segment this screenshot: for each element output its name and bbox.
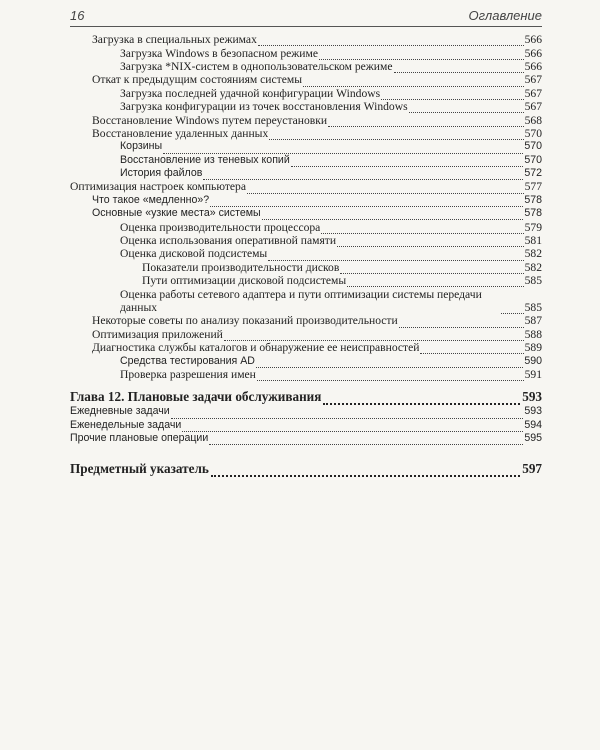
- leader-dots: [211, 464, 520, 477]
- toc-entry-title: Оптимизация приложений: [92, 327, 223, 341]
- toc-entry-title: Загрузка последней удачной конфигурации Windows: [120, 86, 381, 100]
- leader-dots: [337, 236, 524, 247]
- leader-dots: [258, 35, 524, 46]
- toc-entry[interactable]: [70, 87, 542, 100]
- toc-entry-page: 587: [524, 314, 542, 328]
- toc-entry-title: Оценка дисковой подсистемы: [120, 247, 268, 261]
- toc-entry-title: Оценка работы сетевого адаптера и пути оптимизации системы передачи данных: [120, 287, 482, 315]
- toc-entry-page: 581: [524, 234, 542, 248]
- toc-entry[interactable]: [70, 247, 542, 260]
- toc-entry-title: Пути оптимизации дисковой подсистемы: [142, 274, 347, 288]
- toc-entry-title: Диагностика службы каталогов и обнаружение ее неисправностей: [92, 341, 420, 355]
- toc-entry[interactable]: [70, 207, 542, 220]
- toc-entry-title: Что такое «медленно»?: [92, 193, 210, 206]
- toc-entry-title: Корзины: [120, 140, 163, 153]
- leader-dots: [247, 183, 524, 194]
- chapter-heading[interactable]: [70, 389, 542, 405]
- toc-entry-title: Еженедельные задачи: [70, 418, 182, 431]
- toc-entry[interactable]: [70, 127, 542, 140]
- toc-entry[interactable]: [70, 113, 542, 126]
- leader-dots: [291, 156, 524, 167]
- table-of-contents: [70, 33, 542, 477]
- toc-entry[interactable]: [70, 341, 542, 354]
- toc-entry[interactable]: [70, 73, 542, 86]
- toc-entry-title: Основные «узкие места» системы: [92, 207, 261, 220]
- toc-entry-title: Оптимизация настроек компьютера: [70, 180, 246, 194]
- page-header: [70, 4, 542, 27]
- leader-dots: [224, 330, 524, 341]
- toc-entry-page: 582: [524, 247, 542, 261]
- index-page: 597: [522, 461, 542, 477]
- toc-entry-title: Показатели производительности дисков: [142, 260, 340, 274]
- toc-entry-page: 566: [524, 59, 542, 73]
- leader-dots: [319, 49, 524, 60]
- toc-entry-title: Ежедневные задачи: [70, 405, 170, 418]
- toc-entry[interactable]: [70, 180, 542, 193]
- leader-dots: [203, 169, 523, 180]
- leader-dots: [182, 421, 523, 432]
- toc-entry[interactable]: [70, 154, 542, 167]
- toc-entry-title: Некоторые советы по анализу показаний производительности: [92, 314, 398, 328]
- leader-dots: [409, 102, 524, 113]
- toc-entry-page: 593: [524, 405, 542, 418]
- leader-dots: [268, 250, 523, 261]
- leader-dots: [262, 209, 524, 220]
- toc-entry-title: Оценка производительности процессора: [120, 220, 321, 234]
- toc-entry[interactable]: [70, 220, 542, 233]
- toc-entry-title: Прочие плановые операции: [70, 432, 209, 445]
- toc-entry-title: Загрузка конфигурации из точек восстановления Windows: [120, 100, 408, 114]
- toc-entry[interactable]: [70, 167, 542, 180]
- chapter-title: Глава 12. Плановые задачи обслуживания: [70, 389, 322, 405]
- toc-entry-page: 566: [524, 33, 542, 47]
- leader-dots: [303, 76, 524, 87]
- toc-entry-page: 590: [524, 354, 542, 367]
- toc-entry-page: 570: [524, 153, 542, 166]
- toc-entry-page: 568: [524, 113, 542, 127]
- toc-entry-page: 566: [524, 46, 542, 60]
- toc-entry-page: 582: [524, 260, 542, 274]
- toc-entry-title: Откат к предыдущим состояниям системы: [92, 73, 302, 87]
- leader-dots: [347, 276, 523, 287]
- toc-entry-title: Восстановление Windows путем переустановки: [92, 113, 328, 127]
- leader-dots: [394, 62, 524, 73]
- toc-entry[interactable]: [70, 261, 542, 274]
- leader-dots: [399, 317, 524, 328]
- toc-entry[interactable]: [70, 194, 542, 207]
- toc-entry[interactable]: [70, 46, 542, 59]
- toc-entry-page: 588: [524, 327, 542, 341]
- toc-entry-page: 579: [524, 220, 542, 234]
- toc-entry-page: 578: [524, 193, 542, 206]
- toc-entry[interactable]: [70, 405, 542, 418]
- leader-dots: [256, 357, 523, 368]
- leader-dots: [340, 263, 523, 274]
- leader-dots: [420, 343, 523, 354]
- toc-entry-title: Восстановление из теневых копий: [120, 153, 290, 166]
- toc-entry-page: 567: [524, 86, 542, 100]
- toc-entry-title: Загрузка в специальных режимах: [92, 33, 257, 47]
- leader-dots: [381, 89, 523, 100]
- toc-entry-title: Оценка использования оперативной памяти: [120, 234, 337, 248]
- toc-entry-page: 585: [524, 301, 542, 315]
- toc-entry-title: Восстановление удаленных данных: [92, 126, 269, 140]
- toc-entry[interactable]: [70, 419, 542, 432]
- toc-entry[interactable]: [70, 432, 542, 445]
- toc-entry[interactable]: [70, 140, 542, 153]
- toc-entry-page: 595: [524, 432, 542, 445]
- toc-entry-page: 594: [524, 418, 542, 431]
- toc-entry-page: 578: [524, 207, 542, 220]
- toc-entry[interactable]: [70, 314, 542, 327]
- toc-entry[interactable]: [70, 33, 542, 46]
- leader-dots: [209, 434, 523, 445]
- toc-entry[interactable]: [70, 287, 542, 314]
- toc-entry-page: 591: [524, 367, 542, 381]
- running-title: Оглавление: [468, 8, 542, 23]
- chapter-page: 593: [522, 389, 542, 405]
- toc-entry-title: Загрузка Windows в безопасном режиме: [120, 46, 318, 60]
- toc-entry-page: 577: [524, 180, 542, 194]
- leader-dots: [163, 143, 523, 154]
- leader-dots: [321, 223, 523, 234]
- toc-entry[interactable]: [70, 100, 542, 113]
- leader-dots: [501, 303, 524, 314]
- toc-entry-title: История файлов: [120, 167, 203, 180]
- toc-entry-page: 585: [524, 274, 542, 288]
- leader-dots: [257, 370, 524, 381]
- leader-dots: [210, 196, 523, 207]
- toc-entry[interactable]: [70, 368, 542, 381]
- toc-entry[interactable]: [70, 234, 542, 247]
- index-heading[interactable]: [70, 461, 542, 477]
- toc-entry-page: 572: [524, 167, 542, 180]
- leader-dots: [323, 392, 520, 405]
- toc-section-list: [70, 33, 542, 381]
- toc-entry-title: Средства тестирования AD: [120, 354, 255, 367]
- leader-dots: [328, 116, 524, 127]
- toc-entry-page: 570: [524, 140, 542, 153]
- leader-dots: [269, 129, 523, 140]
- page-number: 16: [70, 8, 85, 23]
- index-title: Предметный указатель: [70, 461, 209, 477]
- toc-entry-page: 567: [524, 100, 542, 114]
- toc-entry-title: Загрузка *NIX-систем в однопользовательском режиме: [120, 59, 393, 73]
- toc-entry-title: Проверка разрешения имен: [120, 367, 256, 381]
- toc-entry-page: 589: [524, 341, 542, 355]
- toc-entry[interactable]: [70, 274, 542, 287]
- toc-entry-page: 570: [524, 126, 542, 140]
- toc-entry[interactable]: [70, 328, 542, 341]
- toc-entry[interactable]: [70, 354, 542, 367]
- toc-entry[interactable]: [70, 60, 542, 73]
- chapter-section-list: [70, 405, 542, 445]
- leader-dots: [171, 408, 524, 419]
- toc-entry-page: 567: [524, 73, 542, 87]
